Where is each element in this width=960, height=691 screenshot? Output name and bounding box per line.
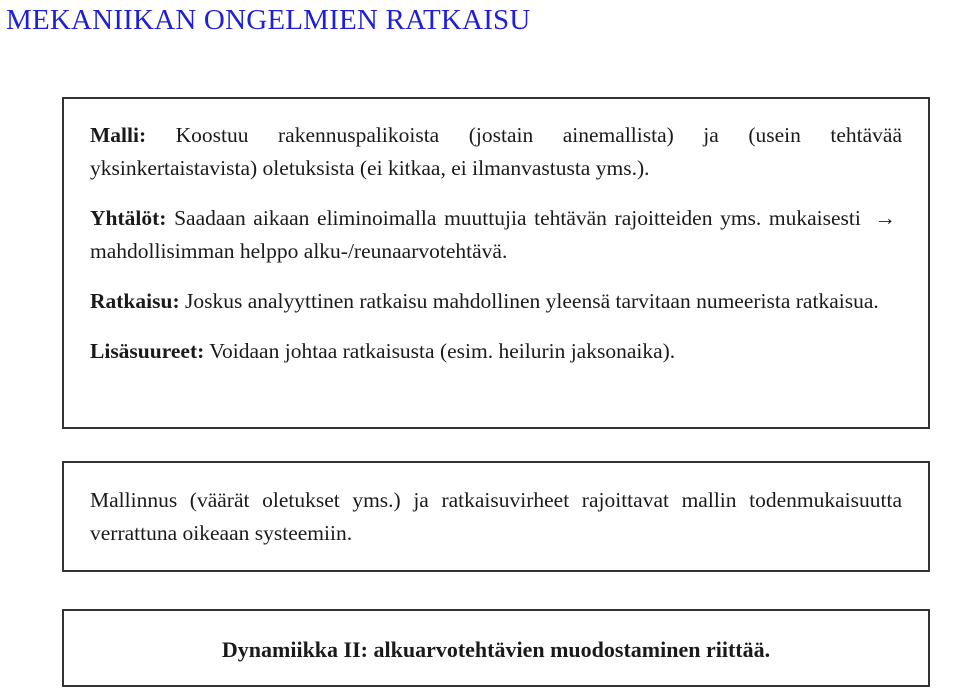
conclusion-box <box>62 609 930 687</box>
solution-term: Ratkaisu: <box>90 289 180 313</box>
solution-paragraph <box>90 285 902 318</box>
conclusion-text: Dynamiikka II: alkuarvotehtävien muodostaminen riittää. <box>221 637 771 662</box>
model-term: Malli: <box>90 123 147 147</box>
extra-quantities-term: Lisäsuureet: <box>90 339 205 363</box>
equations-term: Yhtälöt: <box>90 206 167 230</box>
page-title: MEKANIIKAN ONGELMIEN RATKAISU <box>6 4 531 36</box>
modeling-note-text: Mallinnus (väärät oletukset yms.) ja ratkaisuvirheet rajoittavat mallin todenmukaisuutta verrattuna oikeaan systeemiin. <box>90 488 902 545</box>
right-arrow-icon: → <box>874 206 897 230</box>
extra-quantities-paragraph <box>90 335 902 368</box>
model-paragraph <box>90 119 902 185</box>
extra-quantities-text: Voidaan johtaa ratkaisusta (esim. heilurin jaksonaika). <box>209 339 676 363</box>
solution-text: Joskus analyyttinen ratkaisu mahdollinen yleensä tarvitaan numeerista ratkaisua. <box>184 289 879 313</box>
equations-text: Saadaan aikaan eliminoimalla muuttujia tehtävän rajoitteiden yms. mukaisesti <box>174 206 861 230</box>
modeling-note-box <box>62 461 930 572</box>
method-steps-box <box>62 97 930 429</box>
model-text: Koostuu rakennuspalikoista (jostain ainemallista) ja (usein tehtävää yksinkertaistavista) oletuksista (ei kitkaa, ei ilmanvastusta yms.). <box>90 123 902 180</box>
equations-paragraph <box>90 202 902 268</box>
equations-result-text: mahdollisimman helppo alku-/reunaarvotehtävä. <box>90 239 508 263</box>
